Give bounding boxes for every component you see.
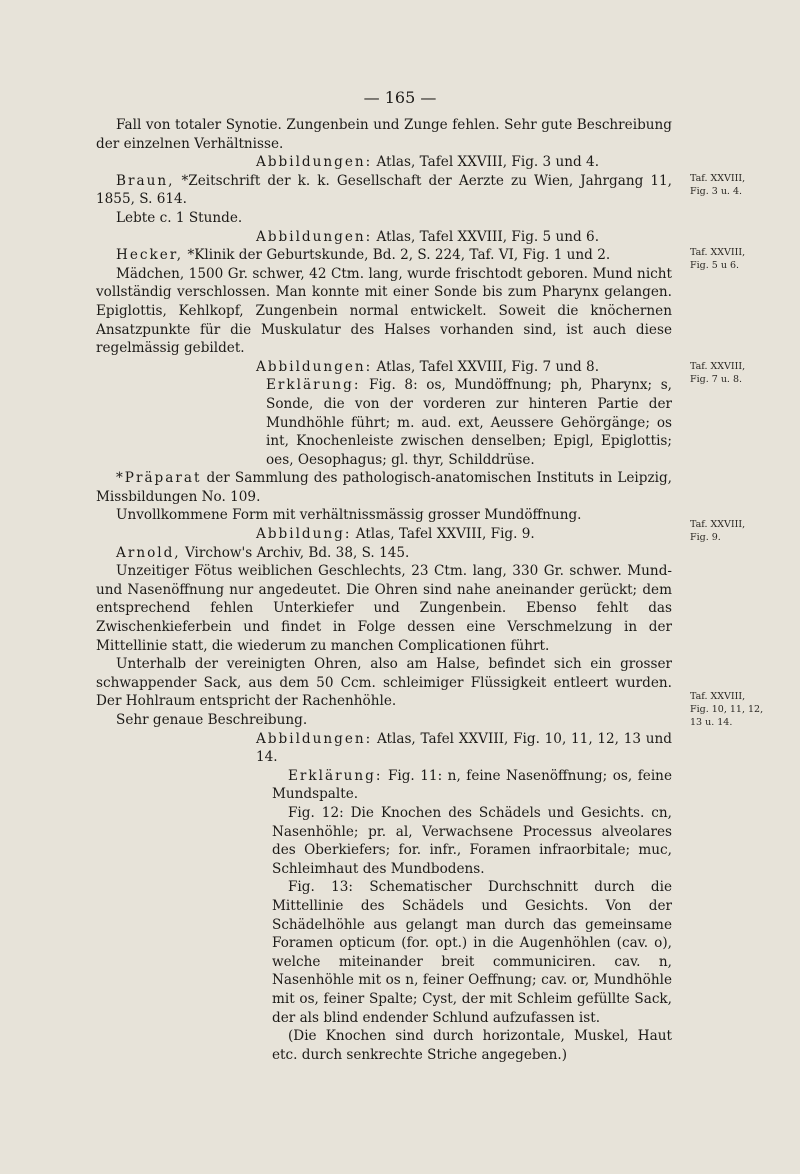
explanation: (Die Knochen sind durch horizontale, Muskel, Haut etc. durch senkrechte Striche angegeben.) [272,1028,672,1063]
explanation: Erklärung: Fig. 8: os, Mundöffnung; ph, Pharynx; s, Sonde, die von der vorderen zur hinteren Partie der Mundhöhle führt; m. aud. ext, Aeussere Gehörgänge; os int, Knochenleiste zwischen denselben; Epigl, Epiglottis; oes, Oesophagus; gl. thyr, Schilddrüse. [266,377,672,468]
paragraph: Unzeitiger Fötus weiblichen Geschlechts, 23 Ctm. lang, 330 Gr. schwer. Mund- und Nasenöffnung nur angedeutet. Die Ohren sind nahe aneinander gerückt; dem entsprechend fehlen Unterkiefer und Zungenbein. Ebenso fehlt das Zwischenkieferbein und findet in Folge dessen eine Verschmelzung in der Mittellinie statt, die wiederum zu manchen Complicationen führt. [96,563,672,654]
explanation: Fig. 12: Die Knochen des Schädels und Gesichts. cn, Nasenhöhle; pr. al, Verwachsene Processus alveolares des Oberkiefers; for. infr., Foramen infraorbitale; muc, Schleimhaut des Mundbodens. [272,804,672,877]
figures-line: Abbildungen: Atlas, Tafel XXVIII, Fig. 7 und 8. [256,358,600,375]
citation: Braun, *Zeitschrift der k. k. Gesellschaft der Aerzte zu Wien, Jahrgang 11, 1855, S. 614. [96,172,672,208]
explanation: Erklärung: Fig. 11: n, feine Nasenöffnung; os, feine Mundspalte. [272,767,672,803]
citation: Hecker, *Klinik der Geburtskunde, Bd. 2, S. 224, Taf. VI, Fig. 1 und 2. [116,247,611,264]
paragraph: Unterhalb der vereinigten Ohren, also am Halse, befindet sich ein grosser schwappender Sack, aus dem 50 Ccm. schleimiger Flüssigkeit entleert wurden. Der Hohlraum entspricht der Rachenhöhle. [96,656,672,710]
paragraph: Lebte c. 1 Stunde. [116,209,243,226]
margin-note: Taf. XXVIII, Fig. 3 u. 4. [690,173,746,197]
paragraph: Unvollkommene Form mit verhältnissmässig grosser Mundöffnung. [116,507,582,524]
explanation: Fig. 13: Schematischer Durchschnitt durch die Mittellinie des Schädels und Gesichts. Von der Schädelhöhle aus gelangt man durch das gemeinsame Foramen opticum (for. opt.) in die Augenhöhlen (cav. o), welche miteinander breit communiciren. cav. n, Nasenhöhle mit os n, feiner Oeffnung; cav. or, Mundhöhle mit os, feiner Spalte; Cyst, der mit Schleim gefüllte Sack, der als blind endender Schlund aufzufassen ist. [272,879,672,1026]
margin-note: Taf. XXVIII, Fig. 7 u. 8. [690,361,746,385]
margin-note: Taf. XXVIII, Fig. 5 u 6. [690,247,746,271]
figures-line: Abbildungen: Atlas, Tafel XXVIII, Fig. 3 und 4. [256,154,600,171]
paragraph: Fall von totaler Synotie. Zungenbein und Zunge fehlen. Sehr gute Beschreibung der einzelnen Verhältnisse. [96,117,672,152]
citation: Arnold, Virchow's Archiv, Bd. 38, S. 145. [116,544,410,561]
paragraph: Mädchen, 1500 Gr. schwer, 42 Ctm. lang, wurde frischtodt geboren. Mund nicht vollständig verschlossen. Man konnte mit einer Sonde bis zum Pharynx gelangen. Epiglottis, Kehlkopf, Zungenbein normal entwickelt. Soweit die knöchernen Ansatzpunkte für die Muskulatur des Halses vorhanden sind, ist auch diese regelmässig gebildet. [96,265,672,357]
specimen-note: *Präparat der Sammlung des pathologisch-anatomischen Instituts in Leipzig, Missbildungen No. 109. [96,470,672,505]
page-number: — 165 — [363,88,437,107]
figures-line: Abbildungen: Atlas, Tafel XXVIII, Fig. 10, 11, 12, 13 und 14. [256,730,672,766]
figures-line: Abbildung: Atlas, Tafel XXVIII, Fig. 9. [256,526,535,543]
margin-note: Taf. XXVIII, Fig. 10, 11, 12, 13 u. 14. [690,691,764,728]
paragraph: Sehr genaue Beschreibung. [116,712,308,728]
main-text [96,116,672,1064]
figures-line: Abbildungen: Atlas, Tafel XXVIII, Fig. 5 und 6. [256,228,600,245]
margin-note: Taf. XXVIII, Fig. 9. [690,519,746,543]
